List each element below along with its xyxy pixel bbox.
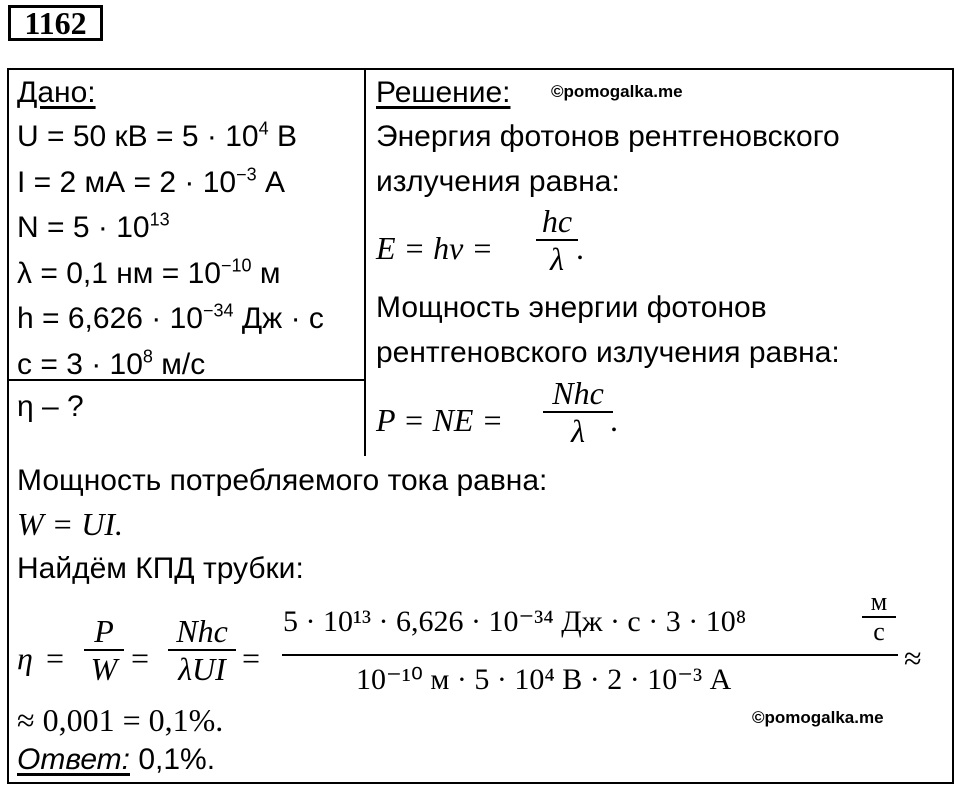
given-line [17,302,324,336]
given-exponent: 8 [142,345,153,366]
given-line [17,211,170,245]
given-value: λ = 0,1 нм = 10 [17,256,221,290]
given-exponent: 13 [149,209,170,230]
eq-power-left: P = NE = [376,402,504,438]
eq-power-denominator: λ [571,413,585,449]
given-exponent: −34 [202,300,234,321]
unit-m: м [870,587,888,616]
text-power-2: рентгеновского излучения равна: [376,336,840,369]
problem-number: 1162 [8,5,103,41]
fraction-p-over-w [84,613,124,687]
given-value: h = 6,626 · 10 [17,302,203,335]
answer-value: 0,1%. [130,743,216,776]
answer-label: Ответ: [17,743,130,776]
given-value: c = 3 · 10 [17,347,143,381]
eq-power-dot: . [610,402,618,438]
equals-sign: = [46,640,65,676]
approx-sign: ≈ [904,640,922,676]
given-value: U = 50 кВ = 5 · 10 [17,120,259,153]
find-line: η – ? [17,390,84,423]
eq-power-numerator: Nhc [552,375,604,411]
unit-s: с [873,617,885,646]
eq-power-fraction [543,375,613,449]
fraction-lui: λUI [178,651,226,687]
given-exponent: 4 [258,118,269,139]
eq-current-power: W = UI. [17,506,124,542]
text-current-power: Мощность потребляемого тока равна: [17,464,548,497]
equals-sign: = [242,640,261,676]
given-line [17,254,281,291]
watermark-top: ©pomogalka.me [551,82,683,101]
given-line [17,120,297,154]
given-unit: А [256,165,285,199]
equals-sign: = [131,640,150,676]
result-line: ≈ 0,001 = 0,1%. [17,702,224,738]
answer-line [17,743,215,777]
solution-title: Решение: [376,76,511,109]
text-photon-energy: Энергия фотонов рентгеновского [376,120,840,153]
given-title: Дано: [17,76,96,109]
given-exponent: −10 [220,254,252,275]
eq-energy-fraction [536,203,578,277]
text-photon-energy-2: излучения равна: [376,165,620,198]
fraction-p: P [94,613,114,649]
text-power: Мощность энергии фотонов [376,291,767,324]
eq-energy-dot: . [576,230,584,266]
unit-fraction [862,588,896,646]
fraction-nhc: Nhc [176,613,228,649]
watermark-bottom: ©pomogalka.me [752,708,884,727]
given-value: N = 5 · 10 [17,211,150,244]
given-unit: м/с [152,347,206,381]
eta-symbol: η [17,640,33,676]
given-unit: В [268,120,297,153]
big-numerator: 5 · 10¹³ · 6,626 · 10⁻³⁴ Дж · с · 3 · 10⁸ [283,605,747,638]
given-unit: Дж · с [233,302,324,335]
given-unit: м [251,256,281,290]
big-denominator: 10⁻¹⁰ м · 5 · 10⁴ В · 2 · 10⁻³ А [356,663,732,696]
eq-energy-denominator: λ [550,241,564,277]
eq-energy-numerator: hc [541,203,573,239]
fraction-w: W [90,651,118,687]
fraction-nhc-over-lui [168,613,236,687]
eq-energy-left: E = hν = [376,230,493,266]
column-divider [364,68,366,456]
text-efficiency: Найдём КПД трубки: [17,552,304,585]
main-fraction-bar [282,654,898,656]
given-value: I = 2 мА = 2 · 10 [17,165,237,199]
given-line [17,163,285,200]
given-exponent: −3 [236,163,257,184]
given-line [17,345,206,382]
